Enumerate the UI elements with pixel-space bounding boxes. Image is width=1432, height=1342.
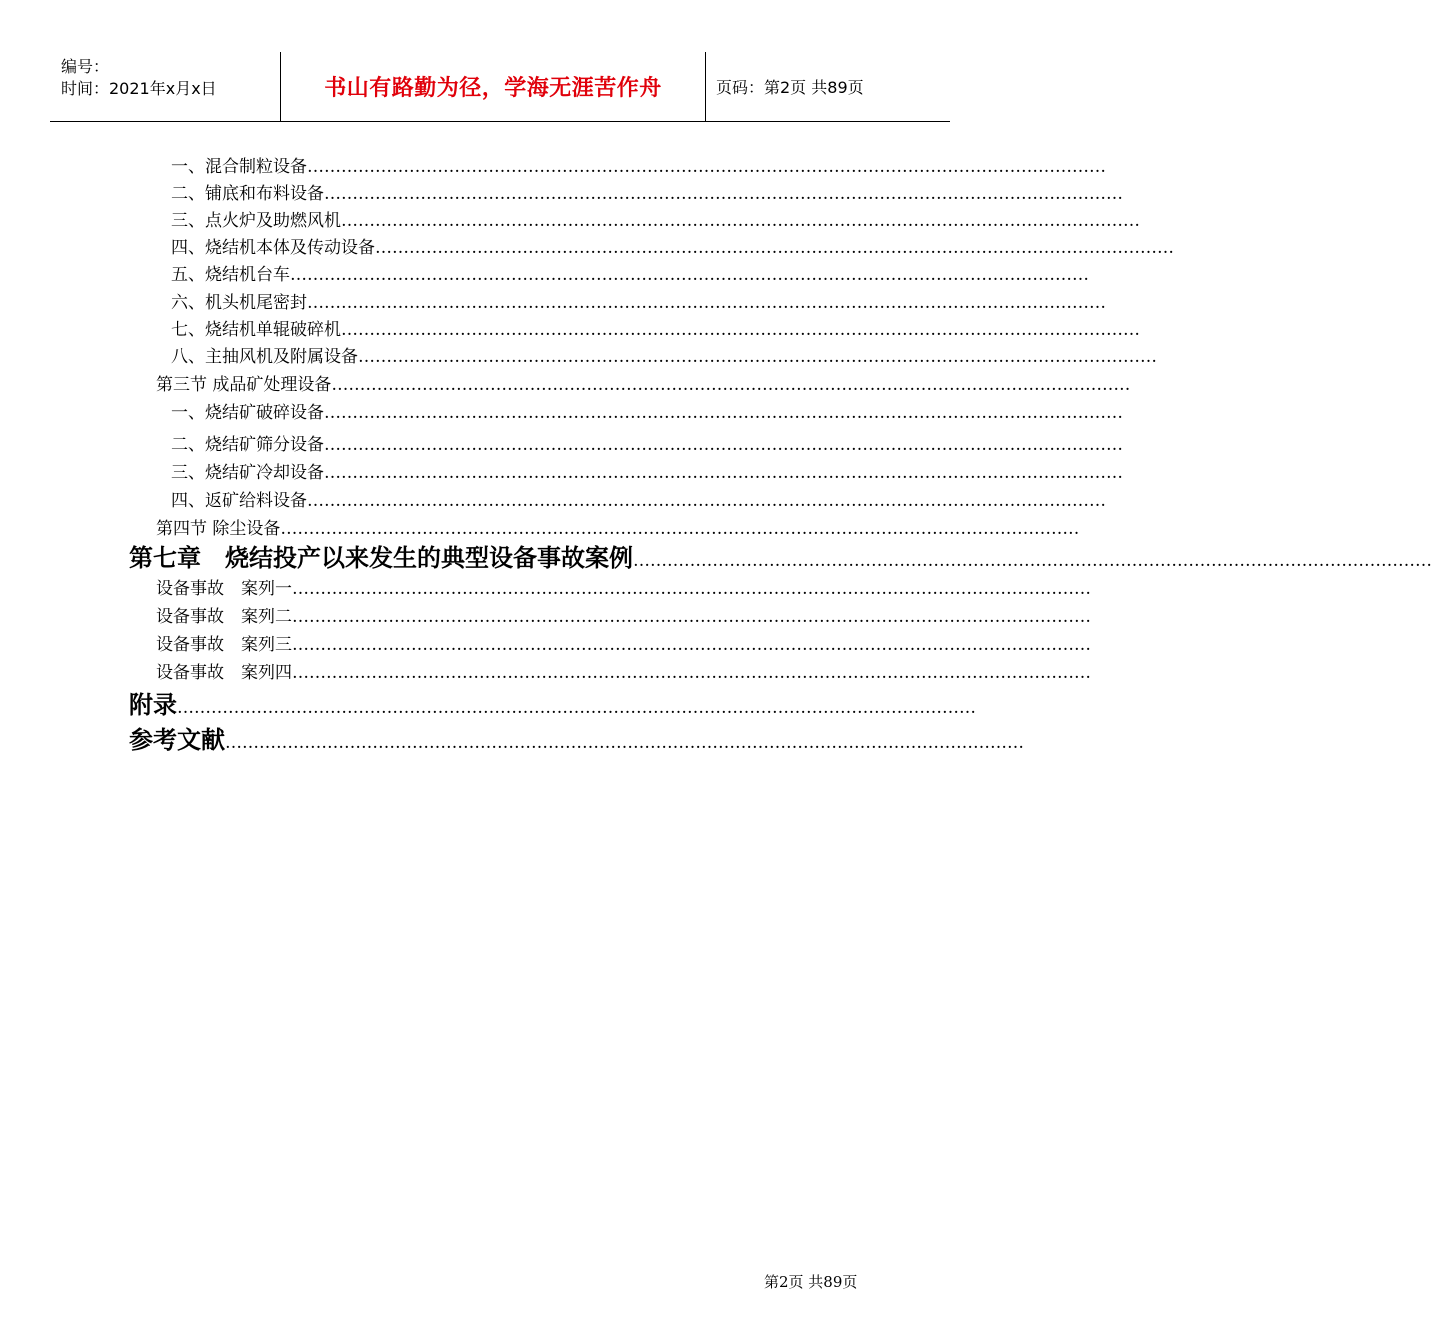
toc-entry[interactable] [171, 152, 1106, 177]
toc-entry[interactable] [171, 288, 1106, 313]
toc-entry[interactable] [171, 458, 1123, 483]
toc-entry[interactable] [171, 398, 1123, 423]
toc-chapter-title: 第七章 烧结投产以来发生的典型设备事故案例 [129, 543, 633, 572]
document-time-label: 时间：2021年x月x日 [61, 79, 217, 98]
toc-entry-title: 一、烧结矿破碎设备 [171, 403, 324, 423]
toc-entry-title: 二、铺底和布料设备 [171, 184, 324, 204]
toc-chapter-title: 参考文献 [129, 725, 225, 754]
toc-leader-dots: …………………………………………………………………………………………………………………………… [290, 265, 1089, 285]
toc-appendix-entry[interactable] [129, 685, 976, 720]
toc-section-entry[interactable] [156, 574, 1091, 599]
header-motto: 书山有路勤为径，学海无涯苦作舟 [281, 52, 706, 121]
toc-leader-dots: …………………………………………………………………………………………………………………………… [292, 663, 1091, 683]
toc-entry-title: 设备事故 案列四 [156, 663, 292, 683]
toc-leader-dots: …………………………………………………………………………………………………………………………… [292, 635, 1091, 655]
toc-leader-dots: …………………………………………………………………………………………………………………………… [375, 238, 1174, 258]
toc-leader-dots: …………………………………………………………………………………………………………………………… [633, 551, 1432, 571]
toc-section-entry[interactable] [156, 658, 1091, 683]
toc-leader-dots: …………………………………………………………………………………………………………………………… [341, 211, 1140, 231]
document-number-label: 编号： [61, 57, 110, 76]
toc-entry[interactable] [171, 233, 1174, 258]
toc-section-entry[interactable] [156, 514, 1080, 539]
toc-leader-dots: …………………………………………………………………………………………………………………………… [307, 157, 1106, 177]
toc-entry-title: 第三节 成品矿处理设备 [156, 375, 332, 395]
toc-entry-title: 八、主抽风机及附属设备 [171, 347, 358, 367]
toc-leader-dots: …………………………………………………………………………………………………………………………… [331, 375, 1131, 395]
toc-leader-dots: …………………………………………………………………………………………………………………………… [225, 733, 1024, 753]
toc-leader-dots: …………………………………………………………………………………………………………………………… [324, 463, 1123, 483]
toc-entry-title: 设备事故 案列三 [156, 635, 292, 655]
toc-leader-dots: …………………………………………………………………………………………………………………………… [324, 435, 1123, 455]
toc-leader-dots: …………………………………………………………………………………………………………………………… [307, 293, 1106, 313]
toc-leader-dots: …………………………………………………………………………………………………………………………… [292, 579, 1091, 599]
toc-entry-title: 七、烧结机单辊破碎机 [171, 320, 341, 340]
toc-leader-dots: …………………………………………………………………………………………………………………………… [307, 491, 1106, 511]
toc-section-entry[interactable] [156, 630, 1091, 655]
toc-entry-title: 第四节 除尘设备 [156, 519, 281, 539]
toc-entry-title: 一、混合制粒设备 [171, 157, 307, 177]
header-page-number: 页码：第2页 共89页 [716, 78, 864, 97]
toc-entry-title: 五、烧结机台车 [171, 265, 290, 285]
toc-references-entry[interactable] [129, 720, 1024, 755]
toc-leader-dots: …………………………………………………………………………………………………………………………… [292, 607, 1091, 627]
toc-leader-dots: …………………………………………………………………………………………………………………………… [280, 519, 1080, 539]
toc-entry[interactable] [171, 206, 1140, 231]
toc-entry-title: 三、点火炉及助燃风机 [171, 211, 341, 231]
toc-section-entry[interactable] [156, 602, 1091, 627]
toc-entry-title: 设备事故 案列一 [156, 579, 292, 599]
toc-entry[interactable] [171, 260, 1089, 285]
toc-leader-dots: …………………………………………………………………………………………………………………………… [177, 698, 976, 718]
page-header [50, 52, 950, 122]
toc-entry-title: 六、机头机尾密封 [171, 293, 307, 313]
toc-entry-title: 三、烧结矿冷却设备 [171, 463, 324, 483]
toc-section-entry[interactable] [156, 370, 1131, 395]
toc-entry[interactable] [171, 486, 1106, 511]
page-footer: 第2页 共89页 [764, 1273, 858, 1291]
toc-entry-title: 四、返矿给料设备 [171, 491, 307, 511]
toc-entry-title: 二、烧结矿筛分设备 [171, 435, 324, 455]
toc-entry[interactable] [171, 430, 1123, 455]
toc-entry[interactable] [171, 179, 1123, 204]
toc-leader-dots: …………………………………………………………………………………………………………………………… [358, 347, 1157, 367]
toc-leader-dots: …………………………………………………………………………………………………………………………… [324, 184, 1123, 204]
toc-leader-dots: …………………………………………………………………………………………………………………………… [341, 320, 1140, 340]
toc-entry-title: 设备事故 案列二 [156, 607, 292, 627]
toc-chapter-title: 附录 [129, 690, 177, 719]
toc-chapter-entry[interactable] [129, 538, 1432, 573]
toc-entry-title: 四、烧结机本体及传动设备 [171, 238, 375, 258]
toc-entry[interactable] [171, 342, 1157, 367]
toc-leader-dots: …………………………………………………………………………………………………………………………… [324, 403, 1123, 423]
toc-entry[interactable] [171, 315, 1140, 340]
header-meta-cell [50, 52, 281, 121]
